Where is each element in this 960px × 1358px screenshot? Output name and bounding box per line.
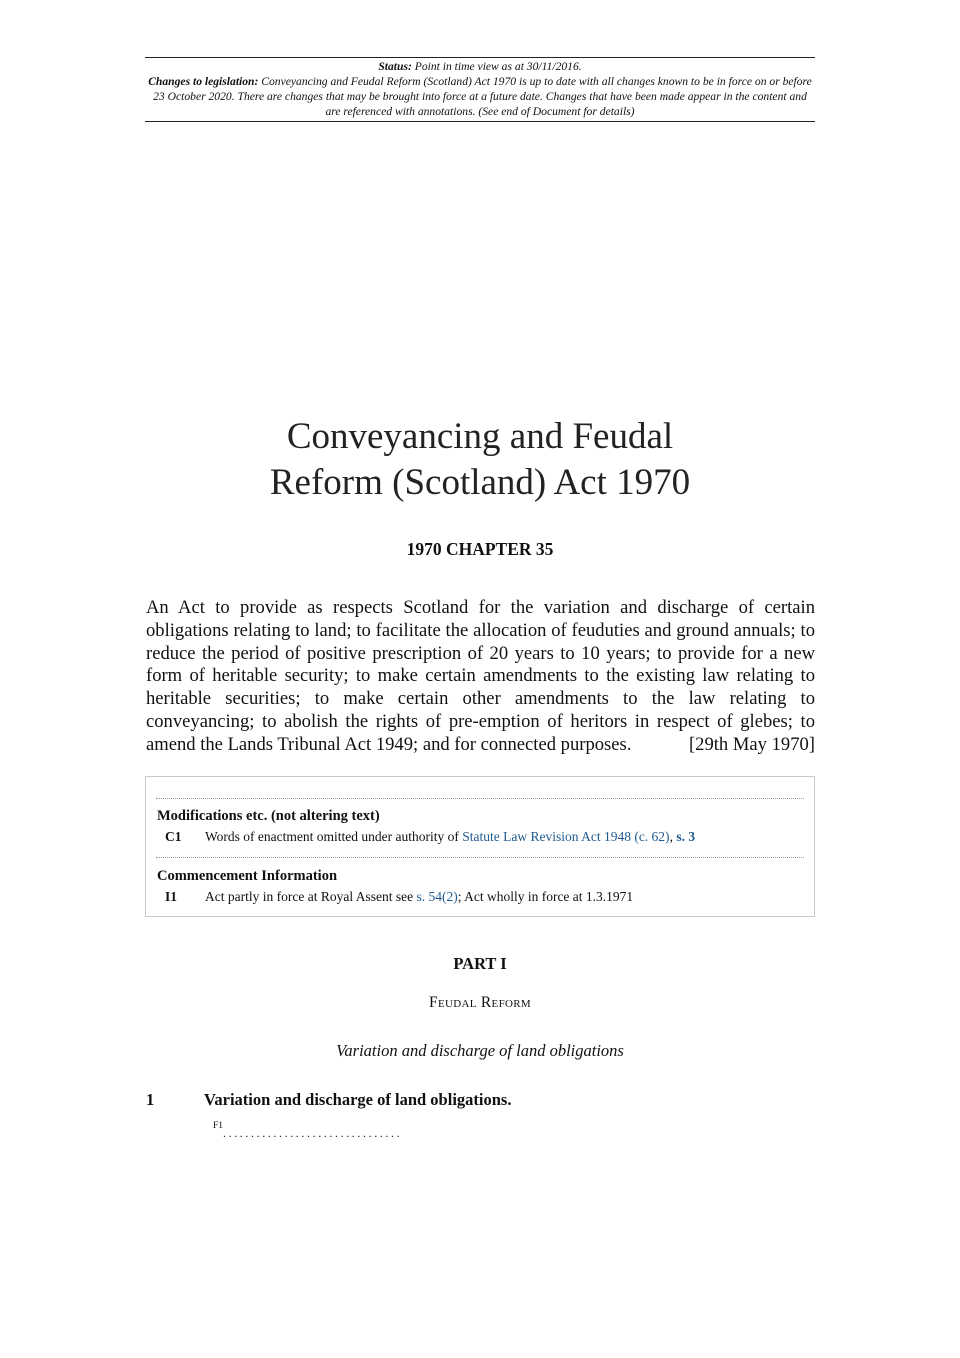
long-title	[146, 597, 815, 757]
footnote-ref-f1[interactable]: F1	[213, 1121, 224, 1131]
long-title-text: An Act to provide as respects Scotland for the variation and discharge of certain obligations relating to land; to facilitate the allocation of feuduties and ground annuals; to reduce the period of positive prescription of 20 years to 10 years; to provide for a new form of heritable security; to make certain amendments to the existing law relating to heritable securities; to make certain other amendments to the law relating to conveyancing; to abolish the rights of pre-emption of heritors in respect of glebes; to amend the Lands Tribunal Act 1949; and for connected purposes.	[146, 597, 815, 755]
crossheading: Variation and discharge of land obligations	[336, 1041, 624, 1060]
annotation-code-i1: I1	[165, 889, 178, 904]
section-54-2-link[interactable]: s. 54(2)	[416, 889, 458, 904]
changes-label: Changes to legislation:	[148, 75, 259, 88]
repealed-text-dots: ................................	[223, 1126, 403, 1140]
link-separator: ,	[669, 829, 673, 844]
changes-line	[145, 74, 815, 119]
chapter-number: 1970 CHAPTER 35	[406, 539, 554, 559]
act-title-line-2: Reform (Scotland) Act 1970	[269, 462, 691, 503]
modifications-heading: Modifications etc. (not altering text)	[157, 808, 380, 824]
commencement-heading: Commencement Information	[157, 868, 338, 884]
statute-law-revision-act-link[interactable]: Statute Law Revision Act 1948 (c. 62)	[462, 829, 670, 844]
annotations-box	[145, 776, 815, 917]
modifications-text-before: Words of enactment omitted under authority of	[205, 829, 459, 844]
status-line	[145, 59, 815, 74]
annotation-divider	[156, 857, 804, 858]
modifications-text	[205, 829, 695, 845]
annotation-divider	[156, 798, 804, 799]
section-title: Variation and discharge of land obligations.	[204, 1090, 512, 1109]
status-banner	[145, 57, 815, 122]
part-title: Feudal Reform	[429, 994, 531, 1011]
section-3-link[interactable]: s. 3	[676, 829, 696, 844]
commencement-text-before: Act partly in force at Royal Assent see	[205, 889, 414, 904]
commencement-text-after: ; Act wholly in force at 1.3.1971	[457, 889, 634, 904]
commencement-text	[205, 889, 633, 905]
part-number: PART I	[453, 954, 507, 973]
changes-text: Conveyancing and Feudal Reform (Scotland) Act 1970 is up to date with all changes known to be in force on or before 23 October 2020. There are changes that may be brought into force at a future date. Changes that have been made appear in the content and are referenced with annotations. (See end of Document for details)	[153, 75, 812, 118]
act-title-line-1: Conveyancing and Feudal	[286, 416, 674, 457]
status-text: Point in time view as at 30/11/2016.	[414, 60, 582, 73]
status-label: Status:	[378, 60, 412, 73]
act-title	[0, 414, 960, 506]
royal-assent-date: [29th May 1970]	[688, 733, 815, 755]
annotation-code-c1: C1	[165, 829, 182, 844]
section-number: 1	[146, 1090, 155, 1109]
